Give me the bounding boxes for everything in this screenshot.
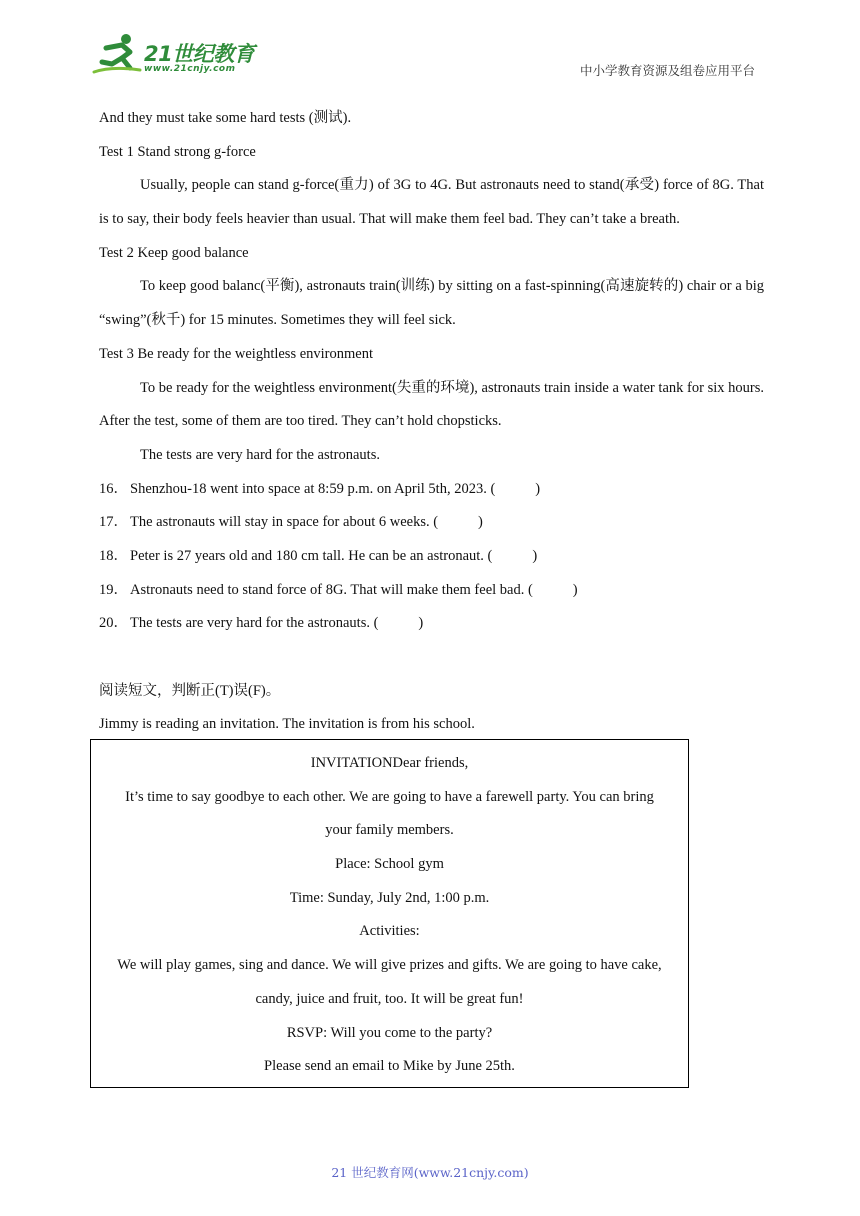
invitation-time: Time: Sunday, July 2nd, 1:00 p.m. xyxy=(289,889,490,906)
question-20 xyxy=(99,607,764,641)
invitation-activities: candy, juice and fruit, too. It will be great fun! xyxy=(255,990,524,1007)
question-19 xyxy=(99,574,764,608)
invitation-activities: We will play games, sing and dance. We will give prizes and gifts. We are going to have cake, xyxy=(117,957,662,974)
logo-title: 21世纪教育 xyxy=(144,42,255,66)
question-text: The tests are very hard for the astronauts. ( xyxy=(130,615,379,632)
section2-intro: Jimmy is reading an invitation. The invitation is from his school. xyxy=(99,716,475,733)
test3-body: To be ready for the weightless environment(失重的环境), astronauts train inside a water tank for six hours. After the test, some of them are too tired. They can’t hold chopsticks. xyxy=(99,379,764,430)
question-17 xyxy=(99,506,764,540)
passage-closing: The tests are very hard for the astronauts. xyxy=(140,446,380,463)
document-body xyxy=(99,102,764,742)
question-text: Astronauts need to stand force of 8G. That will make them feel bad. ( xyxy=(130,581,533,598)
invitation-activities-label: Activities: xyxy=(359,923,420,940)
question-number: 17． xyxy=(99,514,128,531)
invitation-place: Place: School gym xyxy=(335,856,444,873)
section2-instruction: 阅读短文，判断正(T)误(F)。 xyxy=(99,682,281,699)
question-number: 19． xyxy=(99,581,128,598)
header-divider xyxy=(92,88,768,89)
test1-title: Test 1 Stand strong g-force xyxy=(99,143,256,160)
question-close: ) xyxy=(572,581,578,598)
page-header xyxy=(0,0,860,95)
question-16 xyxy=(99,473,764,507)
test2-title: Test 2 Keep good balance xyxy=(99,244,249,261)
section-spacer xyxy=(99,641,764,675)
question-close: ) xyxy=(535,480,541,497)
test3-title: Test 3 Be ready for the weightless environment xyxy=(99,345,374,362)
platform-name: 中小学教育资源及组卷应用平台 xyxy=(579,63,755,78)
question-close: ) xyxy=(532,548,538,565)
test2-body: To keep good balanc(平衡), astronauts train(训练) by sitting on a fast-spinning(高速旋转的) chair or a big “swing”(秋千) for 15 minutes. Sometimes they will feel sick. xyxy=(99,278,764,329)
invitation-deadline: Please send an email to Mike by June 25th. xyxy=(264,1058,515,1075)
site-logo[interactable] xyxy=(92,32,262,78)
question-number: 16． xyxy=(99,480,128,497)
question-text: The astronauts will stay in space for about 6 weeks. ( xyxy=(130,514,439,531)
question-text: Peter is 27 years old and 180 cm tall. He can be an astronaut. ( xyxy=(130,548,493,565)
invitation-text: It’s time to say goodbye to each other. We are going to have a farewell party. You can bring xyxy=(125,788,654,805)
runner-logo-icon xyxy=(92,32,144,78)
passage-intro: And they must take some hard tests (测试). xyxy=(99,110,352,126)
question-number: 20． xyxy=(99,615,128,632)
logo-url: www.21cnjy.com xyxy=(144,64,236,74)
question-number: 18． xyxy=(99,548,128,565)
invitation-heading: INVITATIONDear friends, xyxy=(310,755,469,771)
question-close: ) xyxy=(418,615,424,632)
question-18 xyxy=(99,540,764,574)
question-text: Shenzhou-18 went into space at 8:59 p.m. on April 5th, 2023. ( xyxy=(130,480,496,497)
invitation-text: your family members. xyxy=(325,822,454,839)
test1-body: Usually, people can stand g-force(重力) of 3G to 4G. But astronauts need to stand(承受) force of 8G. That is to say, their body feels heavier than usual. That will make them feel bad. They can’t take a breath. xyxy=(99,177,764,228)
page-footer[interactable]: 21 世纪教育网(www.21cnjy.com) xyxy=(331,1165,529,1180)
invitation-rsvp: RSVP: Will you come to the party? xyxy=(286,1024,493,1041)
question-close: ) xyxy=(478,514,483,531)
invitation-box xyxy=(90,739,689,1088)
